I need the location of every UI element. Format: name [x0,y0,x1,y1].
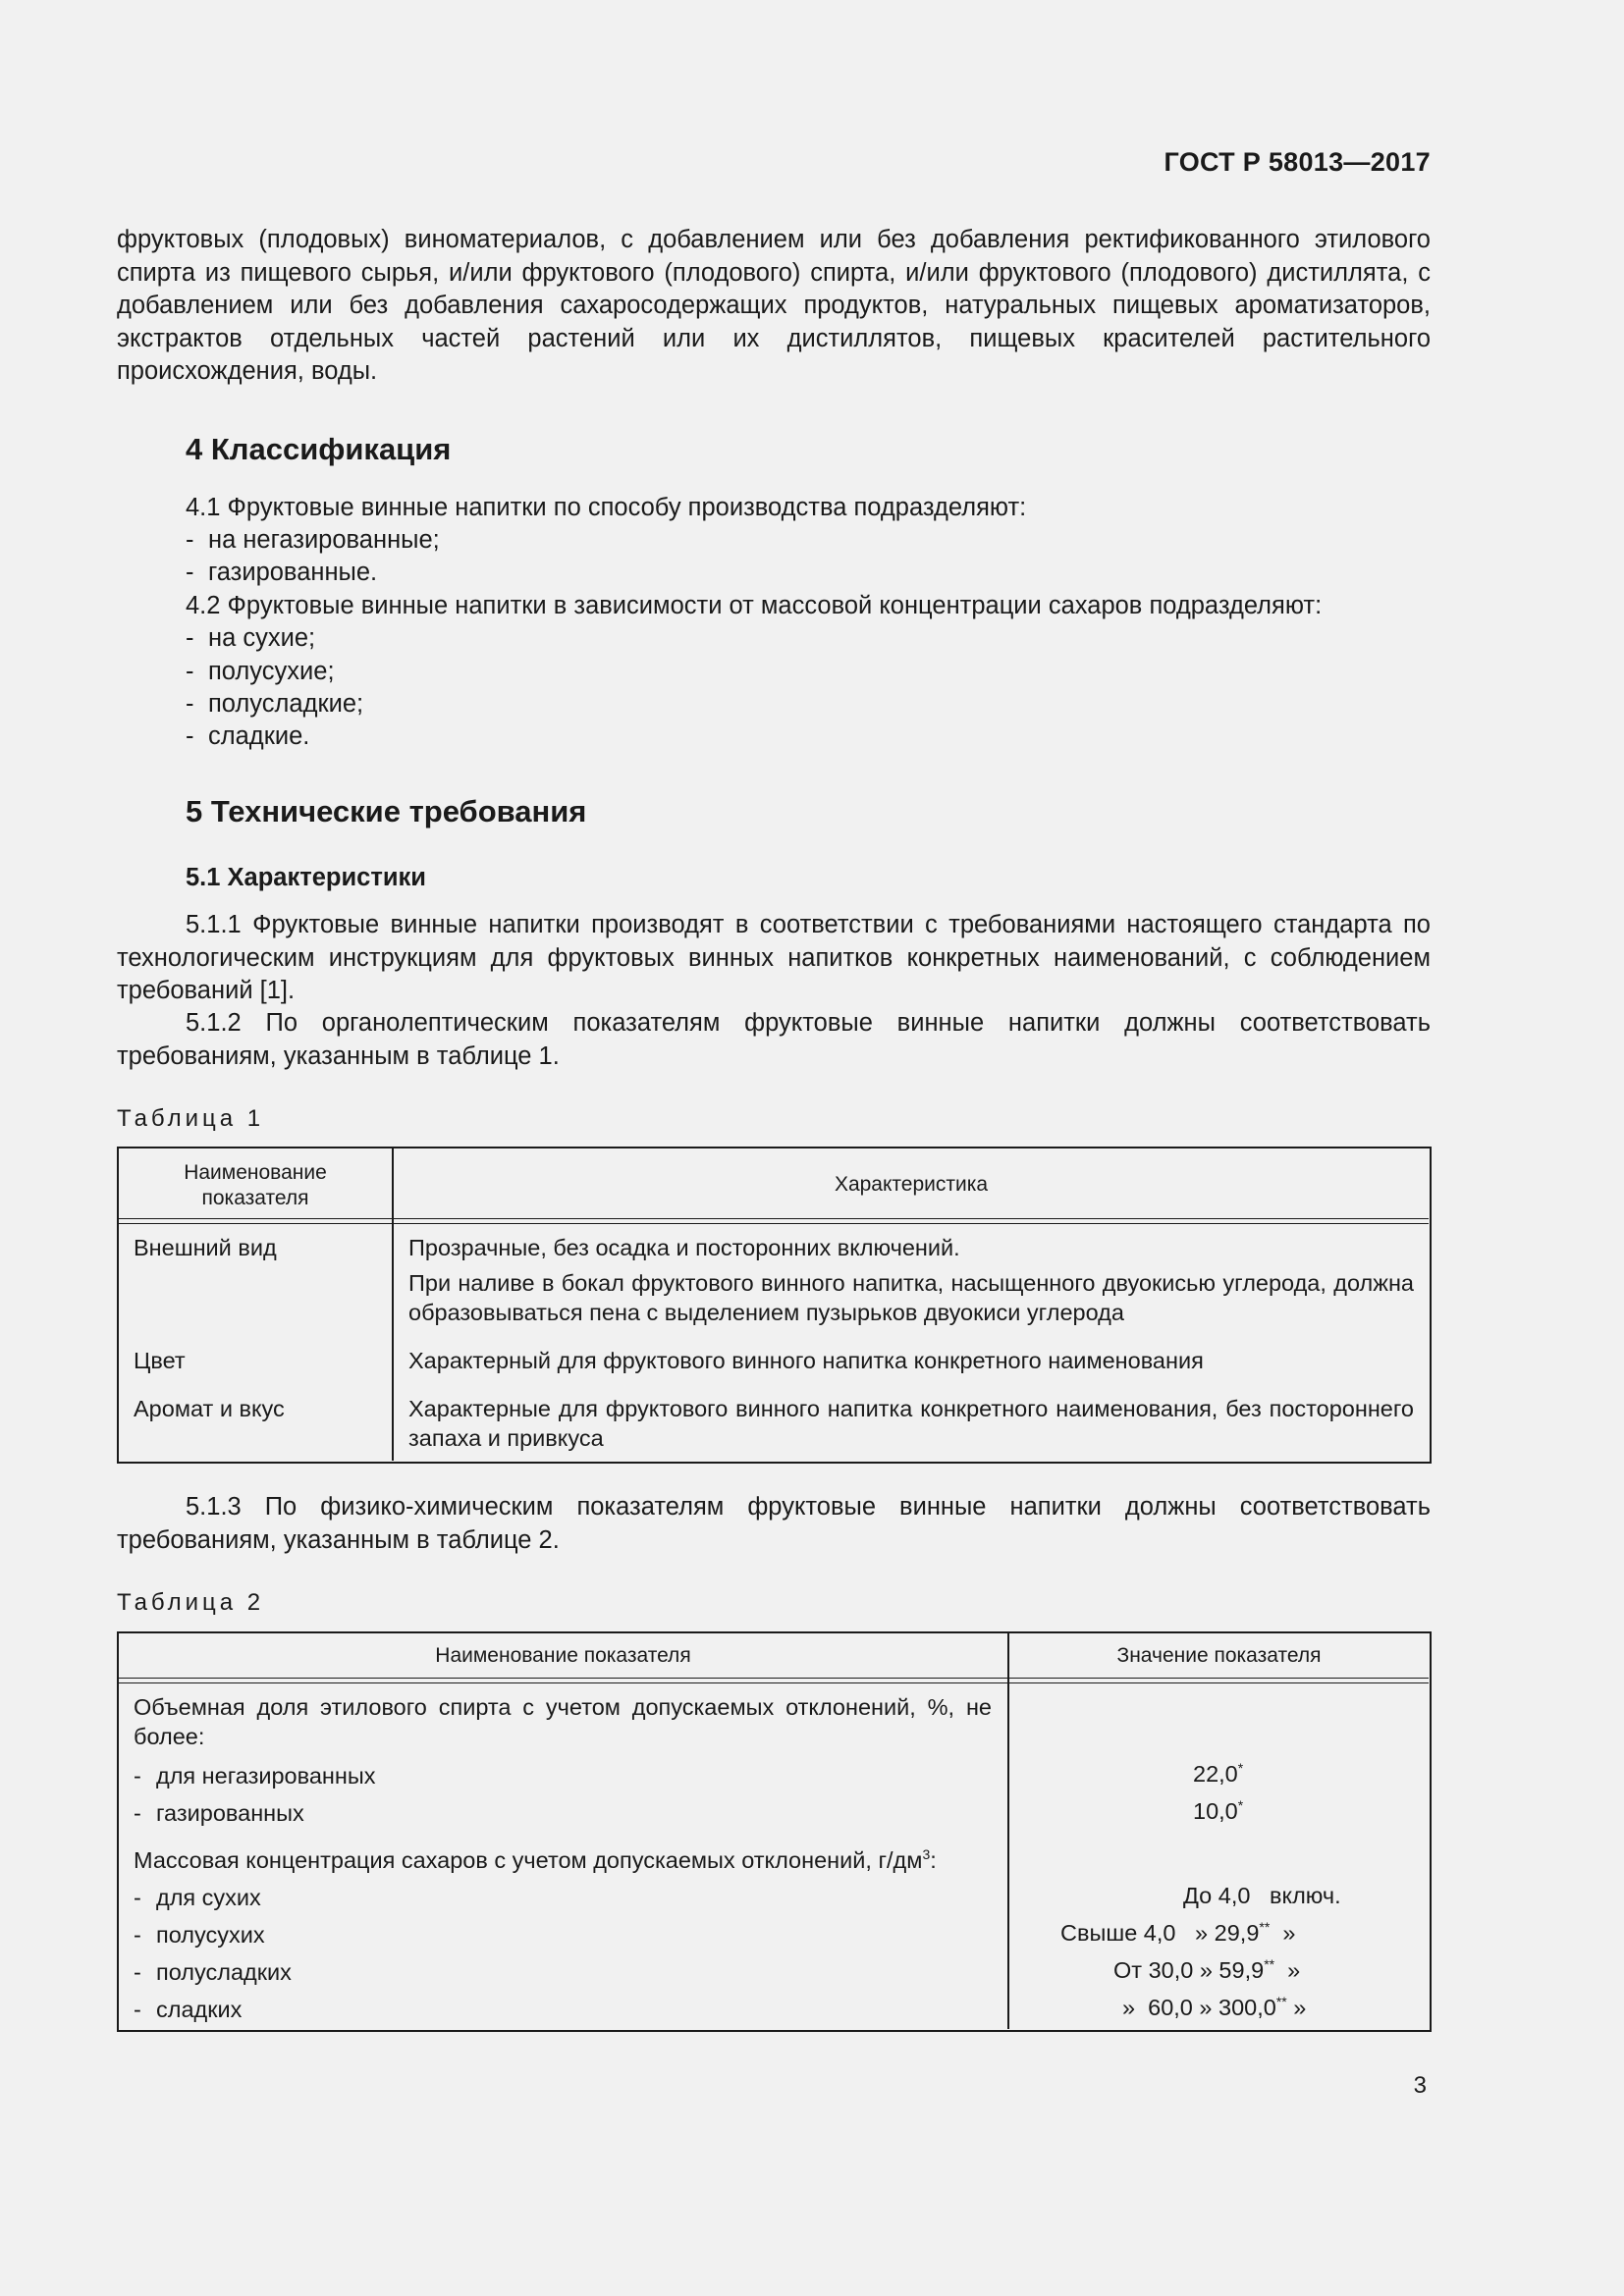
table-row-desc: При наливе в бокал фруктового винного напитка, насыщенного двуокисью углерода, должна образовываться пена с выделением пузырьков двуокиси углерода [408,1270,1414,1325]
table-row-desc: Характерные для фруктового винного напитка конкретного наименования, без постороннего запаха и привкуса [408,1396,1414,1451]
table-value: 22,0* [1193,1760,1244,1787]
table-divider [119,1218,1429,1219]
table-divider [119,1678,1429,1679]
subsection-5-1-title: 5.1 Характеристики [186,864,426,891]
table-divider [1007,1633,1009,2029]
table-group-label: Массовая концентрация сахаров с учетом допускаемых отклонений, $г/дм^3$: [134,1846,937,1873]
table-2-caption: Таблица 2 [117,1589,265,1616]
list-item: - сладкие. [186,722,310,750]
table-row: - сладких [134,1997,243,2022]
clause-5-1-2: 5.1.2 По органолептическим показателям фруктовые винные напитки должны соответствовать требованиям, указанным в таблице 1. [117,1009,1431,1070]
table-row: - для сухих [134,1885,261,1910]
table-row-name: Внешний вид [134,1235,277,1260]
table-value: От 30,0 » 59,9** » [1113,1956,1301,1983]
table-1-header-characteristic: Характеристика [834,1173,989,1196]
section-4-title: 4 Классификация [186,432,452,466]
table-value: До 4,0 включ. [1183,1883,1341,1908]
table-row-name: Цвет [134,1348,186,1373]
clause-5-1-1: 5.1.1 Фруктовые винные напитки производят в соответствии с требованиями настоящего стандарта по технологическим инструкциям для фруктовых винных напитков конкретных наименований, с соблюдением требований [1]. [117,911,1431,1004]
section-5-title: 5 Технические требования [186,794,587,828]
clause-5-1-3: 5.1.3 По физико-химическим показателям фруктовые винные напитки должны соответствовать требованиям, указанным в таблице 2. [117,1493,1431,1554]
table-row: - полусладких [134,1959,292,1985]
table-row-desc: Характерный для фруктового винного напитка конкретного наименования [408,1348,1204,1373]
list-item: - полусладкие; [186,690,364,718]
clause-4-1: 4.1 Фруктовые винные напитки по способу производства подразделяют: [186,494,1027,521]
list-item: - на негазированные; [186,526,440,554]
table-divider [119,1682,1429,1683]
table-2-header-name: Наименование показателя [435,1644,691,1667]
list-item: - газированные. [186,559,378,586]
table-row: - полусухих [134,1922,265,1948]
document-code: ГОСТ Р 58013—2017 [1164,147,1431,177]
table-value: Свыше 4,0 » 29,9** » [1060,1919,1296,1946]
table-divider [119,1223,1429,1224]
table-2-header-value: Значение показателя [1116,1644,1322,1667]
table-row: - газированных [134,1800,304,1826]
page-number: 3 [1413,2072,1427,2099]
intro-paragraph: фруктовых (плодовых) виноматериалов, с добавлением или без добавления ректификованного этилового спирта из пищевого сырья, и/или фруктового (плодового) спирта, и/или фруктового (плодового) дистиллята, с добавлением или без добавления сахаросодержащих продуктов, натуральных пищевых ароматизаторов, экстрактов отдельных частей растений или их дистиллятов, пищевых красителей растительного происхождения, воды. [117,226,1431,385]
table-row-desc: Прозрачные, без осадка и посторонних включений. [408,1235,960,1260]
table-group-label: Объемная доля этилового спирта с учетом допускаемых отклонений, %, не более: [134,1694,992,1749]
table-value: 10,0* [1193,1797,1244,1824]
table-2 [117,1631,1432,2032]
table-1-header-name: Наименование показателя [184,1161,327,1209]
table-row-name: Аромат и вкус [134,1396,285,1421]
table-row: - для негазированных [134,1763,376,1789]
list-item: - полусухие; [186,658,335,685]
table-1 [117,1147,1432,1464]
table-1-caption: Таблица 1 [117,1105,265,1132]
table-value: » 60,0 » 300,0** » [1122,1994,1307,2020]
list-item: - на сухие; [186,624,316,652]
clause-4-2: 4.2 Фруктовые винные напитки в зависимости от массовой концентрации сахаров подразделяют: [186,592,1323,619]
